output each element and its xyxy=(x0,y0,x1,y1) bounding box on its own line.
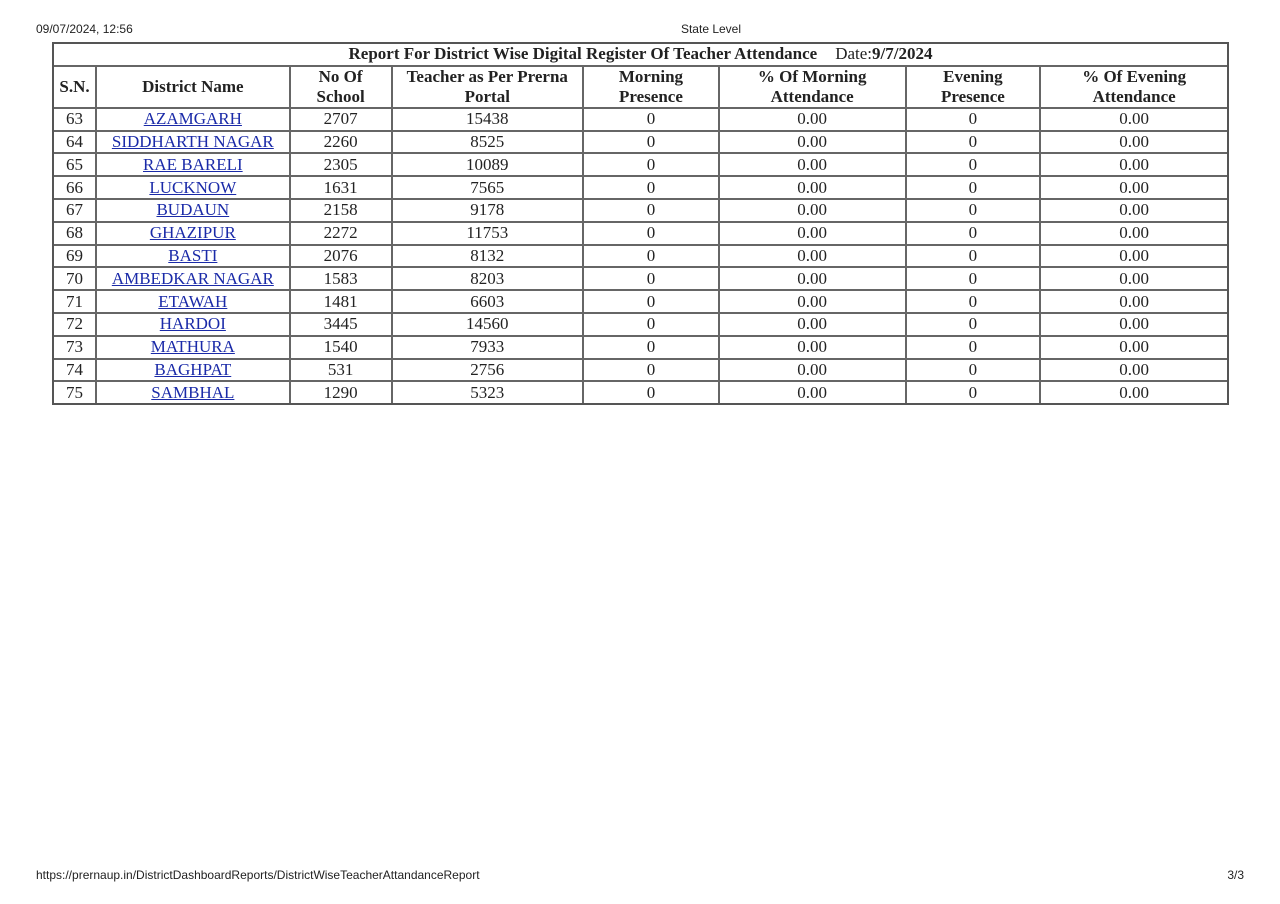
table-row xyxy=(54,268,1227,291)
table-row xyxy=(54,132,1227,155)
cell-sn: 67 xyxy=(54,200,97,223)
cell-teachers: 10089 xyxy=(393,154,585,177)
district-link[interactable]: RAE BARELI xyxy=(143,154,243,174)
cell-evening-pct: 0.00 xyxy=(1041,109,1227,132)
cell-morning-pct: 0.00 xyxy=(720,360,907,383)
col-header-evening-line2: Presence xyxy=(940,86,1005,106)
table-row xyxy=(54,360,1227,383)
col-header-teachers xyxy=(393,67,585,109)
cell-schools: 2158 xyxy=(291,200,393,223)
col-header-schools-line1: No Of xyxy=(318,66,363,86)
cell-sn: 71 xyxy=(54,291,97,314)
cell-schools: 2305 xyxy=(291,154,393,177)
district-link[interactable]: ETAWAH xyxy=(158,291,228,311)
cell-district xyxy=(97,360,291,383)
cell-schools: 1481 xyxy=(291,291,393,314)
col-header-schools-line2: School xyxy=(316,86,365,106)
print-page-title: State Level xyxy=(680,22,742,36)
cell-evening-pct: 0.00 xyxy=(1041,360,1227,383)
cell-sn: 64 xyxy=(54,132,97,155)
cell-evening: 0 xyxy=(907,109,1042,132)
cell-morning-pct: 0.00 xyxy=(720,223,907,246)
col-header-morning-pct-line2: Attendance xyxy=(770,86,854,106)
cell-schools: 2076 xyxy=(291,246,393,269)
cell-evening-pct: 0.00 xyxy=(1041,337,1227,360)
district-link[interactable]: AZAMGARH xyxy=(143,109,242,129)
print-datetime: 09/07/2024, 12:56 xyxy=(36,22,133,36)
cell-evening-pct: 0.00 xyxy=(1041,291,1227,314)
table-row xyxy=(54,177,1227,200)
cell-teachers: 5323 xyxy=(393,382,585,403)
cell-schools: 1583 xyxy=(291,268,393,291)
district-link[interactable]: HARDOI xyxy=(159,314,226,334)
cell-morning-pct: 0.00 xyxy=(720,337,907,360)
district-link[interactable]: SAMBHAL xyxy=(151,382,235,402)
col-header-teachers-line2: Portal xyxy=(464,86,510,106)
col-header-evening-line1: Evening xyxy=(943,66,1003,86)
cell-morning: 0 xyxy=(584,223,720,246)
cell-teachers: 8525 xyxy=(393,132,585,155)
column-header-row xyxy=(54,67,1227,109)
cell-teachers: 6603 xyxy=(393,291,585,314)
district-link[interactable]: AMBEDKAR NAGAR xyxy=(111,268,274,288)
cell-district xyxy=(97,268,291,291)
district-link[interactable]: GHAZIPUR xyxy=(149,223,236,243)
col-header-teachers-line1: Teacher as Per Prerna xyxy=(406,66,568,86)
cell-evening-pct: 0.00 xyxy=(1041,314,1227,337)
col-header-district: District Name xyxy=(97,67,291,109)
cell-sn: 63 xyxy=(54,109,97,132)
cell-schools: 2707 xyxy=(291,109,393,132)
col-header-schools xyxy=(291,67,393,109)
cell-morning-pct: 0.00 xyxy=(720,382,907,403)
cell-district xyxy=(97,337,291,360)
cell-sn: 68 xyxy=(54,223,97,246)
print-url: https://prernaup.in/DistrictDashboardReports/DistrictWiseTeacherAttandanceReport xyxy=(36,868,480,882)
cell-evening: 0 xyxy=(907,223,1042,246)
cell-teachers: 11753 xyxy=(393,223,585,246)
cell-morning-pct: 0.00 xyxy=(720,314,907,337)
cell-sn: 65 xyxy=(54,154,97,177)
cell-teachers: 8132 xyxy=(393,246,585,269)
district-link[interactable]: LUCKNOW xyxy=(149,177,237,197)
cell-sn: 72 xyxy=(54,314,97,337)
cell-evening-pct: 0.00 xyxy=(1119,382,1150,402)
cell-evening-pct: 0.00 xyxy=(1041,177,1227,200)
cell-morning-pct: 0.00 xyxy=(720,268,907,291)
attendance-report-table xyxy=(52,42,1229,405)
cell-sn: 75 xyxy=(54,382,97,403)
cell-morning: 0 xyxy=(584,246,720,269)
table-row xyxy=(54,246,1227,269)
col-header-morning-pct-line1: % Of Morning xyxy=(757,66,867,86)
cell-evening-pct: 0.00 xyxy=(1041,154,1227,177)
cell-district xyxy=(97,154,291,177)
col-header-morning xyxy=(584,67,720,109)
cell-morning: 0 xyxy=(584,268,720,291)
cell-morning-pct: 0.00 xyxy=(720,177,907,200)
table-row xyxy=(54,200,1227,223)
cell-schools: 1540 xyxy=(291,337,393,360)
cell-evening: 0 xyxy=(907,200,1042,223)
cell-morning-pct: 0.00 xyxy=(720,154,907,177)
col-header-sn: S.N. xyxy=(54,67,97,109)
report-date-value: 9/7/2024 xyxy=(872,44,933,64)
cell-sn: 70 xyxy=(54,268,97,291)
cell-morning-pct: 0.00 xyxy=(720,109,907,132)
cell-evening: 0 xyxy=(907,291,1042,314)
report-title-text: Report For District Wise Digital Register Of Teacher Attendance xyxy=(348,44,818,64)
cell-evening: 0 xyxy=(907,268,1042,291)
cell-district xyxy=(97,382,291,403)
cell-district xyxy=(97,200,291,223)
table-row xyxy=(54,314,1227,337)
cell-morning-pct: 0.00 xyxy=(720,200,907,223)
col-header-morning-pct xyxy=(720,67,907,109)
cell-morning: 0 xyxy=(584,291,720,314)
report-title xyxy=(54,44,1227,67)
cell-evening: 0 xyxy=(907,382,1042,403)
table-row xyxy=(54,223,1227,246)
district-link[interactable]: BUDAUN xyxy=(156,200,230,220)
print-page-number: 3/3 xyxy=(1227,868,1244,882)
table-row xyxy=(54,109,1227,132)
cell-morning: 0 xyxy=(584,360,720,383)
cell-district xyxy=(97,314,291,337)
cell-evening: 0 xyxy=(907,132,1042,155)
table-row xyxy=(54,291,1227,314)
cell-schools: 1631 xyxy=(291,177,393,200)
table-row xyxy=(54,382,1227,403)
cell-evening-pct: 0.00 xyxy=(1041,246,1227,269)
cell-evening: 0 xyxy=(907,246,1042,269)
cell-sn: 66 xyxy=(54,177,97,200)
cell-morning: 0 xyxy=(584,337,720,360)
district-link[interactable]: BAGHPAT xyxy=(154,359,232,379)
cell-district xyxy=(97,223,291,246)
cell-evening: 0 xyxy=(907,314,1042,337)
cell-teachers: 7933 xyxy=(393,337,585,360)
cell-morning: 0 xyxy=(584,154,720,177)
cell-morning: 0 xyxy=(584,200,720,223)
cell-sn: 69 xyxy=(54,246,97,269)
district-link[interactable]: BASTI xyxy=(168,245,218,265)
cell-evening-pct: 0.00 xyxy=(1041,268,1227,291)
cell-district xyxy=(97,246,291,269)
cell-teachers: 2756 xyxy=(393,360,585,383)
cell-district xyxy=(97,132,291,155)
cell-district xyxy=(97,109,291,132)
cell-morning: 0 xyxy=(584,177,720,200)
cell-evening-pct: 0.00 xyxy=(1041,200,1227,223)
cell-morning: 0 xyxy=(584,314,720,337)
cell-morning: 0 xyxy=(584,382,720,403)
report-title-row xyxy=(54,44,1227,67)
cell-evening: 0 xyxy=(907,154,1042,177)
cell-evening: 0 xyxy=(907,360,1042,383)
cell-morning: 0 xyxy=(584,132,720,155)
cell-evening: 0 xyxy=(907,177,1042,200)
cell-morning: 0 xyxy=(584,109,720,132)
table-row xyxy=(54,154,1227,177)
cell-evening-pct: 0.00 xyxy=(1041,132,1227,155)
cell-morning-pct: 0.00 xyxy=(720,246,907,269)
cell-teachers: 8203 xyxy=(393,268,585,291)
table-row xyxy=(54,337,1227,360)
cell-schools: 2260 xyxy=(291,132,393,155)
cell-schools: 2272 xyxy=(291,223,393,246)
cell-morning-pct: 0.00 xyxy=(720,132,907,155)
col-header-evening xyxy=(907,67,1042,109)
cell-sn: 73 xyxy=(54,337,97,360)
cell-morning-pct: 0.00 xyxy=(720,291,907,314)
cell-teachers: 7565 xyxy=(393,177,585,200)
col-header-morning-line2: Presence xyxy=(619,86,683,106)
cell-evening-pct: 0.00 xyxy=(1041,223,1227,246)
cell-schools: 1290 xyxy=(291,382,393,403)
district-link[interactable]: SIDDHARTH NAGAR xyxy=(111,131,274,151)
col-header-morning-line1: Morning xyxy=(618,66,684,86)
district-link[interactable]: MATHURA xyxy=(150,337,235,357)
cell-teachers: 9178 xyxy=(393,200,585,223)
cell-sn: 74 xyxy=(54,360,97,383)
cell-district xyxy=(97,291,291,314)
report-body xyxy=(54,109,1227,403)
cell-evening: 0 xyxy=(907,337,1042,360)
col-header-evening-pct-line2: Attendance xyxy=(1092,86,1176,106)
cell-district xyxy=(97,177,291,200)
col-header-evening-pct xyxy=(1041,67,1227,109)
cell-teachers: 15438 xyxy=(393,109,585,132)
col-header-evening-pct-line1: % Of Evening xyxy=(1082,66,1187,86)
report-date-label: Date: xyxy=(835,44,873,64)
cell-schools: 3445 xyxy=(291,314,393,337)
cell-schools: 531 xyxy=(291,360,393,383)
cell-teachers: 14560 xyxy=(393,314,585,337)
